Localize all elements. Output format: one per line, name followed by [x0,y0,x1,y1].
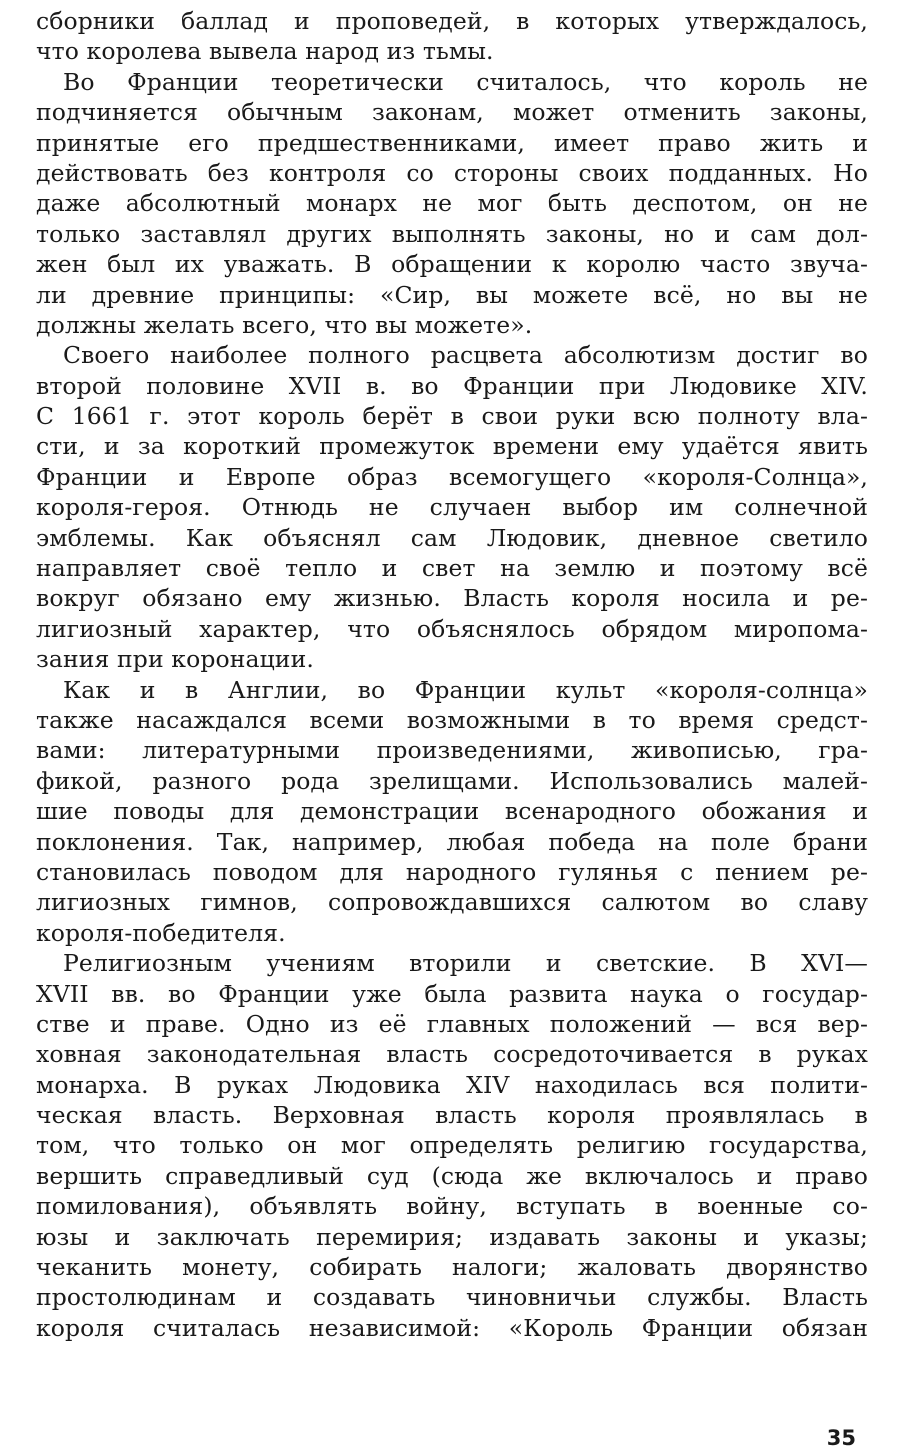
text-line: том, что только он мог определять религию государства, [36,1131,868,1160]
text-line: становилась поводом для народного гулянья с пением ре- [36,857,868,886]
text-line: даже абсолютный монарх не мог быть деспотом, он не [36,189,868,218]
page-number: 35 [826,1426,856,1450]
text-line: помилования), объявлять войну, вступать в военные со- [36,1192,868,1221]
text-line: ховная законодательная власть сосредоточивается в руках [36,1040,868,1069]
text-line: также насаждался всеми возможными в то время средст- [36,705,868,734]
text-line: чеканить монету, собирать налоги; жаловать дворянство [36,1253,868,1282]
text-line: Во Франции теоретически считалось, что король не [63,67,868,96]
text-line: ли древние принципы: «Сир, вы можете всё, но вы не [36,280,868,309]
paragraph [36,340,868,674]
text-line: только заставлял других выполнять законы, но и сам дол- [36,219,868,248]
text-line: короля-победителя. [36,918,286,947]
text-line: поклонения. Так, например, любая победа на поле брани [36,827,868,856]
text-line: юзы и заключать перемирия; издавать законы и указы; [36,1222,868,1251]
text-line: Как и в Англии, во Франции культ «короля-солнца» [63,675,868,704]
text-line: ческая власть. Верховная власть короля проявлялась в [36,1101,868,1130]
text-line: что королева вывела народ из тьмы. [36,37,494,66]
text-line: шие поводы для демонстрации всенародного обожания и [36,797,868,826]
text-line: простолюдинам и создавать чиновничьи службы. Власть [36,1283,868,1312]
paragraph [36,6,868,67]
text-line: зания при коронации. [36,645,314,674]
text-line: принятые его предшественниками, имеет право жить и [36,128,868,157]
text-line: Франции и Европе образ всемогущего «короля-Солнца», [36,462,868,491]
text-line: эмблемы. Как объяснял сам Людовик, дневное светило [36,523,868,552]
text-line: подчиняется обычным законам, может отменить законы, [36,98,868,127]
text-line: С 1661 г. этот король берёт в свои руки всю полноту вла- [36,402,868,431]
text-line: монарха. В руках Людовика XIV находилась вся полити- [36,1070,868,1099]
text-line: жен был их уважать. В обращении к королю часто звуча- [36,250,868,279]
text-line: вершить справедливый суд (сюда же включалось и право [36,1161,868,1190]
text-line: короля считалась независимой: «Король Франции обязан [36,1313,868,1342]
text-line: вами: литературными произведениями, живописью, гра- [36,736,868,765]
text-line: сборники баллад и проповедей, в которых утверждалось, [36,7,868,35]
text-line: XVII вв. во Франции уже была развита наука о государ- [36,979,868,1008]
paragraph [36,948,868,1343]
paragraph [36,675,868,949]
text-line: должны желать всего, что вы можете». [36,310,533,339]
text-line: сти, и за короткий промежуток времени ему удаётся явить [36,432,868,461]
body-text [36,6,868,1343]
text-line: короля-героя. Отнюдь не случаен выбор им солнечной [36,493,868,522]
paragraph [36,67,868,341]
text-line: фикой, разного рода зрелищами. Использовались малей- [36,766,868,795]
text-line: направляет своё тепло и свет на землю и поэтому всё [36,554,868,583]
text-line: второй половине XVII в. во Франции при Людовике XIV. [36,371,868,400]
text-line: лигиозный характер, что объяснялось обрядом миропома- [36,614,868,643]
text-line: Религиозным учениям вторили и светские. В XVI— [63,949,868,978]
text-line: Своего наиболее полного расцвета абсолютизм достиг во [63,341,868,370]
text-line: лигиозных гимнов, сопровождавшихся салютом во славу [36,888,868,917]
text-line: стве и праве. Одно из её главных положений — вся вер- [36,1009,868,1038]
text-line: вокруг обязано ему жизнью. Власть короля носила и ре- [36,584,868,613]
text-line: действовать без контроля со стороны своих подданных. Но [36,158,868,187]
